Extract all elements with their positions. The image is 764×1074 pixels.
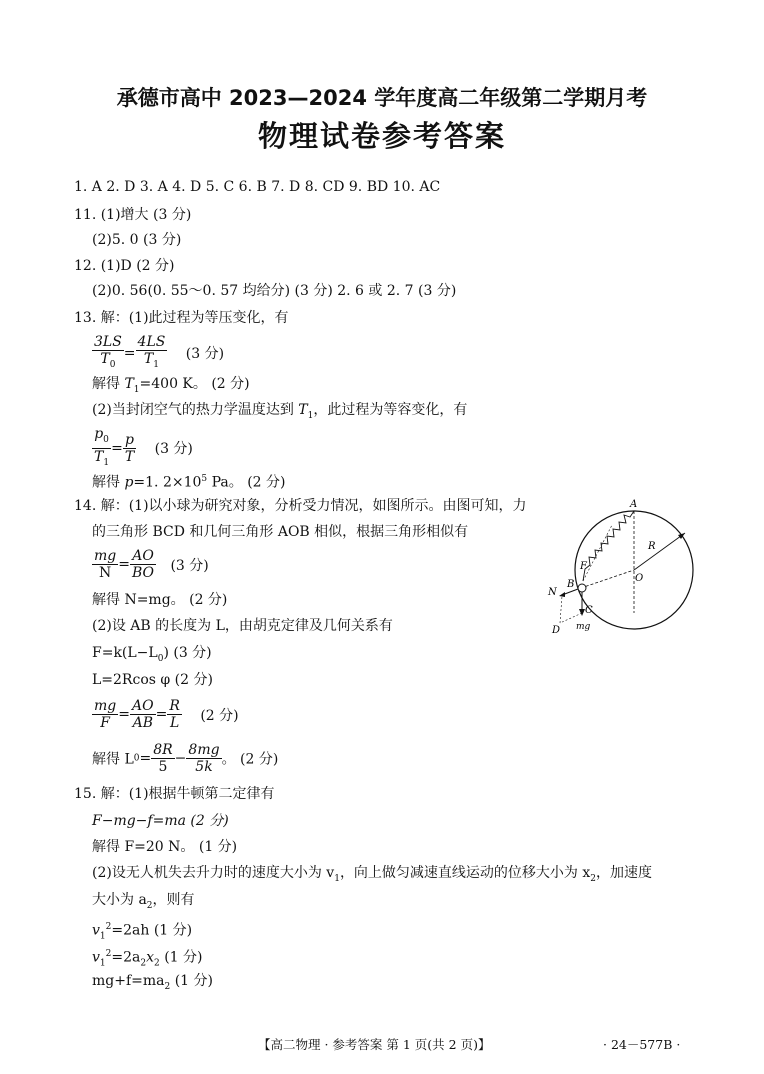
q15-eq1: $v_1^2=2ah$ (1 分) [92, 922, 193, 942]
label-o: O [635, 573, 644, 584]
q12-part1: 12. (1)D (2 分) [74, 258, 175, 274]
label-mg: mg [576, 622, 591, 632]
footer-code: · 24－577B · [603, 1037, 681, 1052]
q14-length: L=2Rcos φ (2 分) [92, 672, 213, 688]
q12-part2: (2)0. 56(0. 55～0. 57 均给分) (3 分) 2. 6 或 2. 7 (3 分) [92, 283, 457, 299]
page-title-line2: 物理试卷参考答案 [257, 119, 506, 153]
q15-newton: F−mg−f=ma (2 分) [92, 813, 229, 829]
q15-part2-line1: (2)设无人机失去升力时的速度大小为 $v_1$，向上做匀减速直线运动的位移大小为 $x_2$，加速度 [92, 865, 653, 884]
q13-result2: 解得 p=1. $2\times 10^5$ Pa。 (2 分) [92, 474, 286, 491]
q15-intro: 15. 解：(1)根据牛顿第二定律有 [74, 786, 275, 802]
n-arrowhead [559, 592, 565, 597]
q13-intro: 13. 解：(1)此过程为等压变化，有 [74, 310, 289, 326]
bo-dashed-line [581, 570, 634, 588]
q11-part1: 11. (1)增大 (3 分) [74, 207, 192, 223]
q15-result1: 解得 F=20 N。 (1 分) [92, 839, 238, 855]
q14-formula1: $\frac{mg}{N}$ = $\frac{AO}{BO}$ (3 分) [94, 548, 209, 581]
q14-force-diagram [540, 495, 700, 640]
q14-hooke: $F=k(L-L_0)$ (3 分) [92, 645, 212, 664]
label-b: B [567, 579, 575, 590]
q15-eq2: $v_1^2=2a_2x_2$ (1 分) [92, 949, 203, 969]
q14-formula2: $\frac{mg}{F}$ = $\frac{AO}{AB}$ = $\frac{R}{L}$ (2 分) [94, 698, 239, 731]
q14-result1: 解得 N=mg。 (2 分) [92, 592, 228, 608]
label-c: C [585, 605, 593, 616]
radius-line [634, 533, 685, 570]
label-r: R [648, 541, 656, 552]
q13-formula1: $\frac{3LS}{T_0}$ = $\frac{4LS}{T_1}$ (3 分) [94, 334, 225, 370]
q13-formula2: $\frac{p_0}{T_1}$ = $\frac{p}{T}$ (3 分) [94, 426, 193, 468]
q13-result1: 解得 $T_1=400$ K。 (2 分) [92, 376, 250, 395]
q13-part2-intro: (2)当封闭空气的热力学温度达到 $T_1$，此过程为等容变化，有 [92, 402, 468, 421]
label-f: F [580, 561, 587, 572]
ball-b [578, 584, 586, 592]
label-n: N [548, 587, 557, 598]
q14-part2-intro: (2)设 AB 的长度为 L，由胡克定律及几何关系有 [92, 618, 393, 634]
q14-intro-line1: 14. 解：(1)以小球为研究对象，分析受力情况，如图所示。由图可知，力 [74, 498, 527, 514]
page-title-line1: 承德市高中 2023—2024 学年度高二年级第二学期月考 [116, 86, 648, 110]
triangle-dashed-line-2 [560, 596, 562, 623]
label-a: A [630, 499, 638, 510]
q14-result2: 解得 L0= $\frac{8R}{5}$ − $\frac{8mg}{5k}$ 。 (2 分) [92, 742, 279, 775]
q15-part2-line2: 大小为 $a_2$，则有 [92, 892, 195, 911]
q15-eq3: $mg+f=ma_2$ (1 分) [92, 973, 213, 992]
label-d: D [552, 625, 561, 636]
footer-page-info: 【高二物理 · 参考答案 第 1 页(共 2 页)】 [258, 1037, 491, 1052]
spring [583, 511, 634, 581]
q14-intro-line2: 的三角形 BCD 和几何三角形 AOB 相似，根据三角形相似有 [92, 524, 469, 540]
answers-1-10: 1. A 2. D 3. A 4. D 5. C 6. B 7. D 8. CD 9. BD 10. AC [74, 179, 441, 195]
q11-part2: (2)5. 0 (3 分) [92, 232, 182, 248]
